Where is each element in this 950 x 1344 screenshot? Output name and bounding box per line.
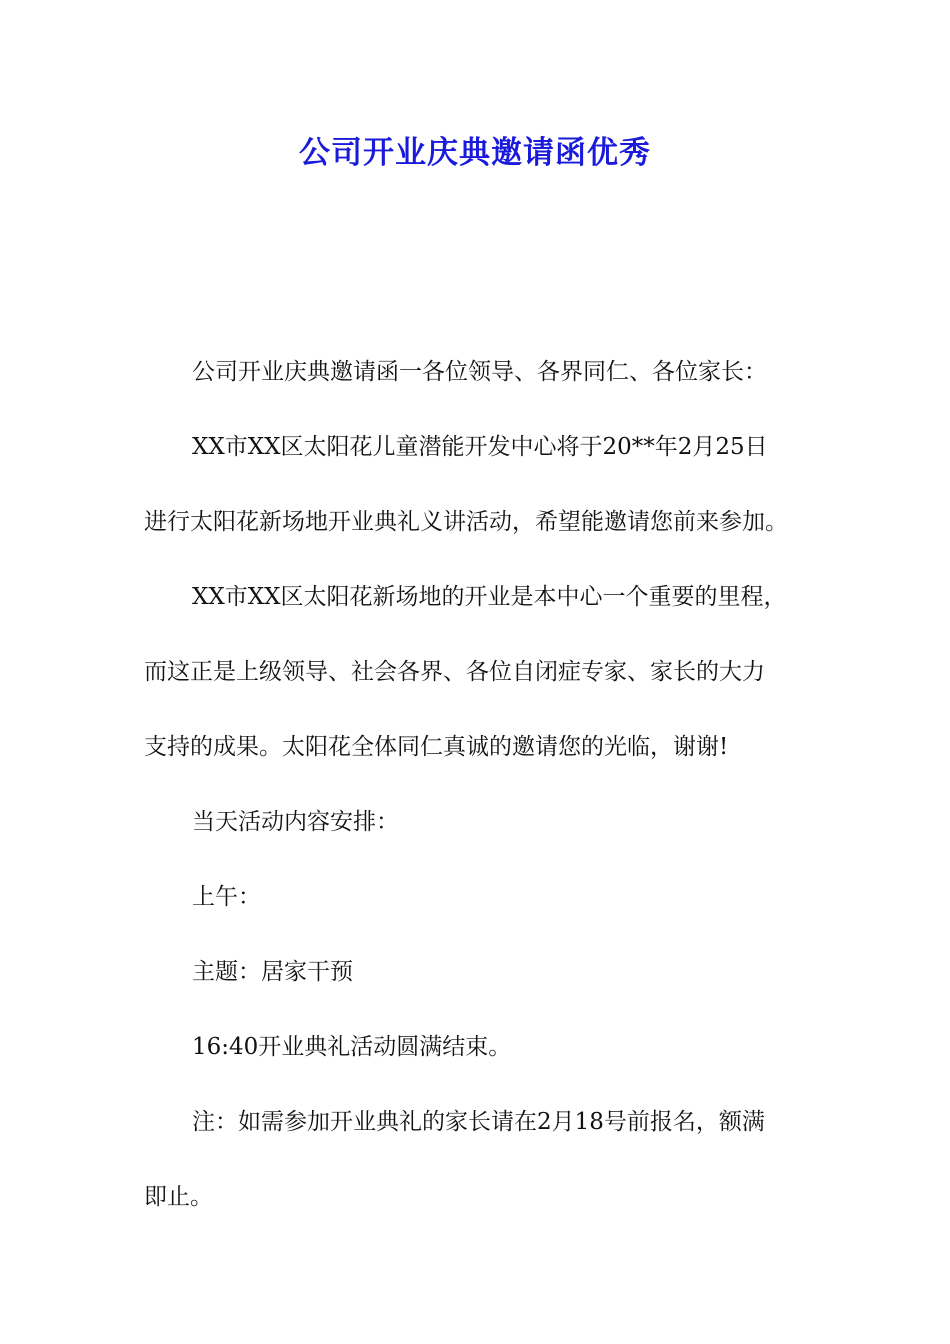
paragraph-theme — [144, 935, 809, 1010]
paragraph-end-time — [144, 1010, 809, 1085]
paragraph-line: 注：如需参加开业典礼的家长请在2月18号前报名，额满 — [192, 1109, 765, 1135]
document-title: 公司开业庆典邀请函优秀 — [299, 135, 651, 171]
paragraph-announcement — [144, 410, 809, 560]
paragraph-line: 而这正是上级领导、社会各界、各位自闭症专家、家长的大力 — [144, 659, 765, 685]
paragraph-line: XX市XX区太阳花儿童潜能开发中心将于20**年2月25日 — [192, 434, 768, 460]
paragraph-line: 公司开业庆典邀请函一各位领导、各界同仁、各位家长： — [192, 359, 767, 385]
paragraph-line: 即止。 — [144, 1184, 213, 1210]
paragraph-note — [144, 1085, 809, 1235]
paragraph-line: 当天活动内容安排： — [192, 809, 399, 835]
paragraph-greeting — [144, 335, 809, 410]
paragraph-line: 上午： — [192, 884, 261, 910]
paragraph-line: 主题：居家干预 — [192, 959, 353, 985]
paragraph-line: XX市XX区太阳花新场地的开业是本中心一个重要的里程， — [192, 584, 787, 610]
paragraph-line: 支持的成果。太阳花全体同仁真诚的邀请您的光临，谢谢! — [144, 734, 729, 760]
paragraph-line: 16:40开业典礼活动圆满结束。 — [192, 1034, 512, 1060]
paragraph-milestone — [144, 560, 809, 785]
paragraph-line: 进行太阳花新场地开业典礼义讲活动，希望能邀请您前来参加。 — [144, 509, 788, 535]
document-body — [144, 335, 809, 1235]
paragraph-schedule-heading — [144, 785, 809, 860]
paragraph-morning — [144, 860, 809, 935]
